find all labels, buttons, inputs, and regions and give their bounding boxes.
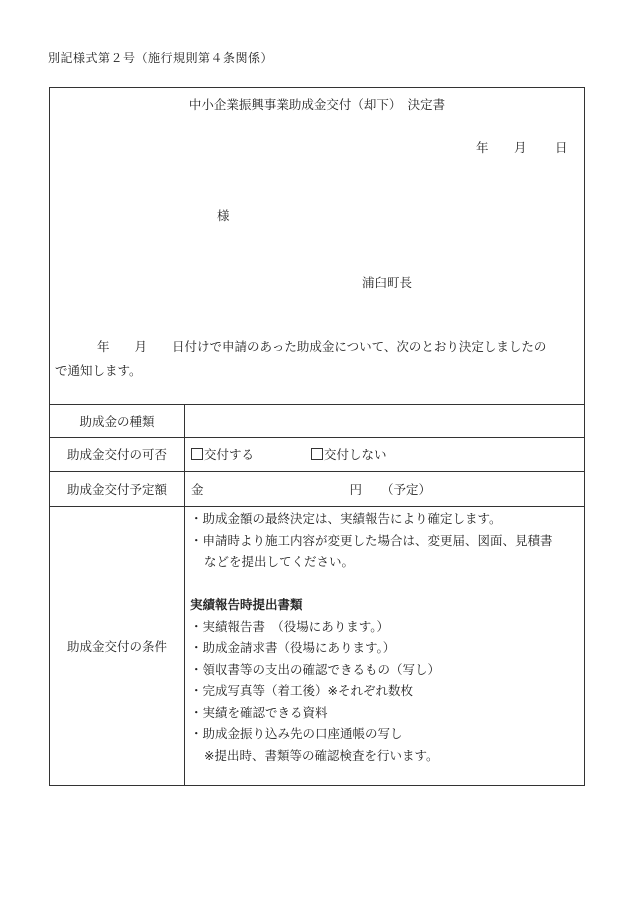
issuer-name: 浦臼町長 <box>362 275 413 290</box>
amount-note: （予定） <box>381 481 432 497</box>
reject-option[interactable] <box>311 445 387 463</box>
grant-type-label: 助成金の種類 <box>79 413 155 429</box>
date-year-label: 年 <box>476 140 489 155</box>
required-document-item: ・助成金振り込み先の口座通帳の写し <box>190 726 403 741</box>
required-document-item: ・助成金請求書（役場にあります。） <box>190 640 396 655</box>
addressee-honorific: 様 <box>217 208 230 223</box>
inspection-note: ※提出時、書類等の確認検査を行います。 <box>204 747 439 763</box>
approve-checkbox[interactable] <box>191 448 203 460</box>
planned-amount-value <box>191 471 431 506</box>
required-documents-heading: 実績報告時提出書類 <box>190 597 303 612</box>
approve-option[interactable] <box>191 445 254 463</box>
amount-unit: 円 <box>349 481 363 497</box>
condition-item: ・助成金額の最終決定は、実績報告により確定します。 <box>190 511 502 526</box>
grant-approval-options <box>191 437 387 471</box>
required-document-item: ・領収書等の支出の確認できるもの（写し） <box>190 661 441 677</box>
amount-prefix: 金 <box>191 481 204 497</box>
grant-approval-label: 助成金交付の可否 <box>66 447 167 462</box>
required-document-item: ・実績報告書 （役場にあります。） <box>190 618 390 634</box>
planned-amount-label: 助成金交付予定額 <box>66 481 167 497</box>
reject-checkbox[interactable] <box>311 448 323 460</box>
column-divider <box>184 404 185 786</box>
date-month-label: 月 <box>514 140 527 155</box>
spacer <box>190 573 553 595</box>
approve-option-label: 交付する <box>204 447 255 462</box>
grant-conditions-content <box>190 508 553 766</box>
form-reference-heading: 別記様式第２号（施行規則第４条関係） <box>48 51 274 65</box>
decision-form <box>49 87 585 786</box>
grant-conditions-label: 助成金交付の条件 <box>66 639 167 654</box>
reject-option-label: 交付しない <box>324 447 387 462</box>
required-document-item: ・完成写真等（着工後）※それぞれ数枚 <box>190 683 413 698</box>
notice-text-line1: 年 月 日付けで申請のあった助成金について、次のとおり決定しましたの <box>97 339 547 354</box>
notice-text-line2: で通知します。 <box>55 363 142 378</box>
condition-item: ・申請時より施工内容が変更した場合は、変更届、図面、見積書 <box>190 532 553 548</box>
form-title: 中小企業振興事業助成金交付（却下） 決定書 <box>188 97 446 112</box>
required-document-item: ・実績を確認できる資料 <box>190 704 328 720</box>
condition-item-continuation: などを提出してください。 <box>204 554 355 569</box>
date-day-label: 日 <box>555 140 568 155</box>
